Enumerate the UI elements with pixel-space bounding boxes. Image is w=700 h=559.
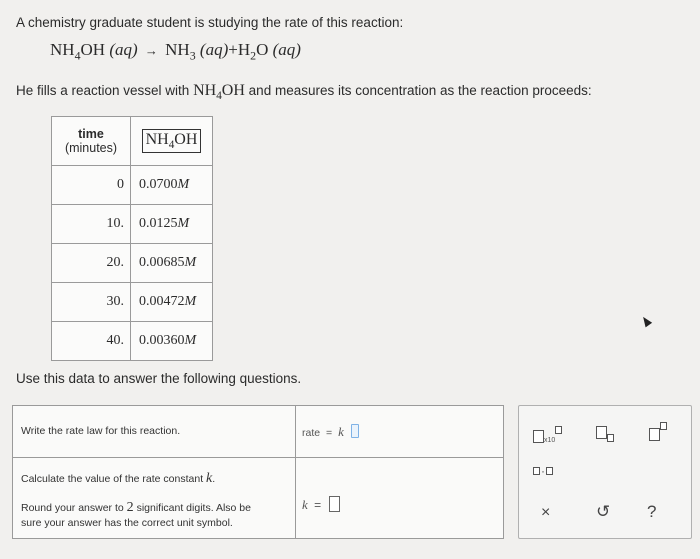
procedure-text: He fills a reaction vessel with $NH_4OH$ and measures its concentration as the reaction proceeds: (16, 82, 592, 103)
reaction-arrow: → (144, 43, 158, 58)
reactant-phase: (aq) (109, 40, 138, 59)
math-toolbar (518, 405, 692, 539)
time-cell: 20. (52, 244, 131, 283)
product2-phase: (aq) (272, 40, 301, 59)
species-formula: $NH_4OH$ (193, 82, 245, 103)
time-cell: 0 (52, 166, 131, 205)
product1-phase: (aq) (199, 40, 229, 59)
rounding-instruction: Round your answer to 2 significant digits. Also be sure your answer has the correct unit symbol. (21, 500, 251, 529)
concentration-table (51, 116, 213, 361)
rate-constant-prompt: Calculate the value of the rate constant k. (21, 471, 216, 486)
rate-law-expression: rate = k (302, 424, 359, 440)
reactant: $NH_4OH$ (50, 40, 106, 63)
multiply-dot-button[interactable]: · (533, 464, 553, 478)
table-row (52, 283, 213, 322)
rate-constant-answer-cell (296, 458, 503, 538)
table-row (52, 244, 213, 283)
conc-cell: 0.00472M (131, 283, 213, 322)
rate-law-answer-cell (296, 406, 503, 457)
time-cell: 40. (52, 322, 131, 361)
scientific-notation-button[interactable]: x10 (533, 426, 562, 445)
rate-law-question (13, 406, 503, 458)
table-row (52, 322, 213, 361)
conc-cell: 0.0700M (131, 166, 213, 205)
time-cell: 10. (52, 205, 131, 244)
rate-law-input[interactable] (351, 424, 359, 438)
table-row (52, 205, 213, 244)
conc-cell: 0.00360M (131, 322, 213, 361)
header-time: time (minutes) (52, 117, 131, 166)
rate-constant-prompt-cell (13, 458, 296, 538)
time-cell: 30. (52, 283, 131, 322)
table-row (52, 166, 213, 205)
reaction-equation (50, 40, 301, 63)
rate-law-prompt-cell (13, 406, 296, 457)
header-concentration: $NH_4OH$ (131, 117, 213, 166)
plus-sign: + (228, 40, 238, 59)
product-water: $H_2O$ (237, 40, 269, 63)
subscript-button[interactable] (596, 426, 614, 442)
product-ammonia: $NH_3$ (165, 40, 196, 63)
rate-law-prompt: Write the rate law for this reaction. (21, 425, 181, 437)
conc-cell: 0.00685M (131, 244, 213, 283)
use-data-instruction: Use this data to answer the following questions. (16, 371, 302, 386)
mouse-cursor-icon (640, 315, 652, 328)
help-icon[interactable]: ? (647, 502, 657, 521)
rate-constant-input[interactable] (329, 496, 340, 512)
problem-intro: A chemistry graduate student is studying the rate of this reaction: (16, 15, 404, 30)
close-icon[interactable]: × (541, 504, 551, 521)
undo-icon[interactable]: ↺ (596, 502, 611, 521)
rate-constant-expression: k = (302, 496, 340, 513)
questions-panel (12, 405, 504, 539)
conc-cell: 0.0125M (131, 205, 213, 244)
superscript-button[interactable] (649, 422, 667, 441)
rate-constant-question (13, 458, 503, 538)
